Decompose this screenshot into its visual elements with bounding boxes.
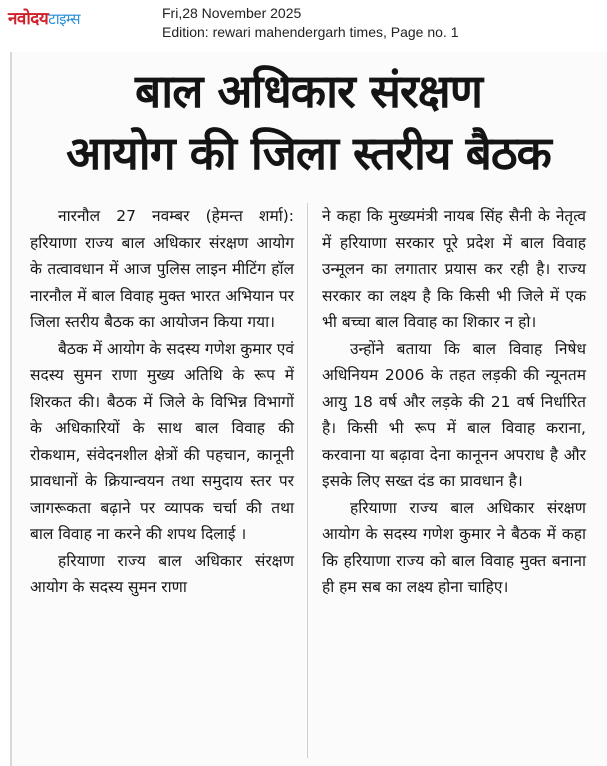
logo-sub-text: टाइम्स	[48, 10, 81, 28]
paragraph: हरियाणा राज्य बाल अधिकार संरक्षण आयोग के सदस्य सुमन राणा	[30, 551, 294, 596]
logo-main-text: नवोदय	[8, 9, 49, 29]
paragraph: हरियाणा राज्य बाल अधिकार संरक्षण आयोग के सदस्य गणेश कुमार ने बैठक में कहा कि हरियाणा राज्य को बाल विवाह मुक्त बनाना ही हम सब का लक्ष्य होना चाहिए।	[322, 498, 586, 596]
newspaper-logo[interactable]	[8, 6, 80, 29]
paragraph: ने कहा कि मुख्यमंत्री नायब सिंह सैनी के नेतृत्व में हरियाणा सरकार पूरे प्रदेश में बाल विवाह उन्मूलन का लगातार प्रयास कर रही है। राज्य सरकार का लक्ष्य है कि किसी भी जिले में एक भी बच्चा बाल विवाह का शिकार न हो।	[322, 207, 586, 331]
publication-date: Fri,28 November 2025	[162, 5, 302, 21]
article-headline	[10, 60, 607, 184]
masthead	[0, 0, 607, 50]
article-column-right	[322, 203, 586, 601]
article-column-left	[30, 203, 294, 601]
headline-line-2: आयोग की जिला स्तरीय बैठक	[66, 126, 551, 180]
headline-line-1: बाल अधिकार संरक्षण	[135, 64, 482, 118]
edition-label: Edition: rewari mahendergarh times, Page no. 1	[162, 24, 459, 40]
paragraph: नारनौल 27 नवम्बर (हेमन्त शर्मा): हरियाणा राज्य बाल अधिकार संरक्षण आयोग के तत्वावधान में आज पुलिस लाइन मीटिंग हॉल नारनौल में बाल विवाह मुक्त भारत अभियान पर जिला स्तरीय बैठक का आयोजन किया गया।	[30, 207, 294, 331]
column-divider	[307, 203, 308, 758]
edition-info	[162, 4, 459, 42]
paragraph: उन्होंने बताया कि बाल विवाह निषेध अधिनियम 2006 के तहत लड़की की न्यूनतम आयु 18 वर्ष और लड़के की 21 वर्ष निर्धारित है। किसी भी रूप में बाल विवाह कराना, करवाना या बढ़ावा देना कानूनन अपराध है और इसके लिए सख्त दंड का प्रावधान है।	[322, 339, 586, 490]
paragraph: बैठक में आयोग के सदस्य गणेश कुमार एवं सदस्य सुमन राणा मुख्य अतिथि के रूप में शिरकत की। बैठक में जिले के विभिन्न विभागों के अधिकारियों के साथ बाल विवाह की रोकथाम, संवेदनशील क्षेत्रों की पहचान, कानूनी प्रावधानों के क्रियान्वयन तथा समुदाय स्तर पर जागरूकता बढ़ाने पर व्यापक चर्चा की तथा बाल विवाह ना करने की शपथ दिलाई ।	[30, 339, 294, 543]
